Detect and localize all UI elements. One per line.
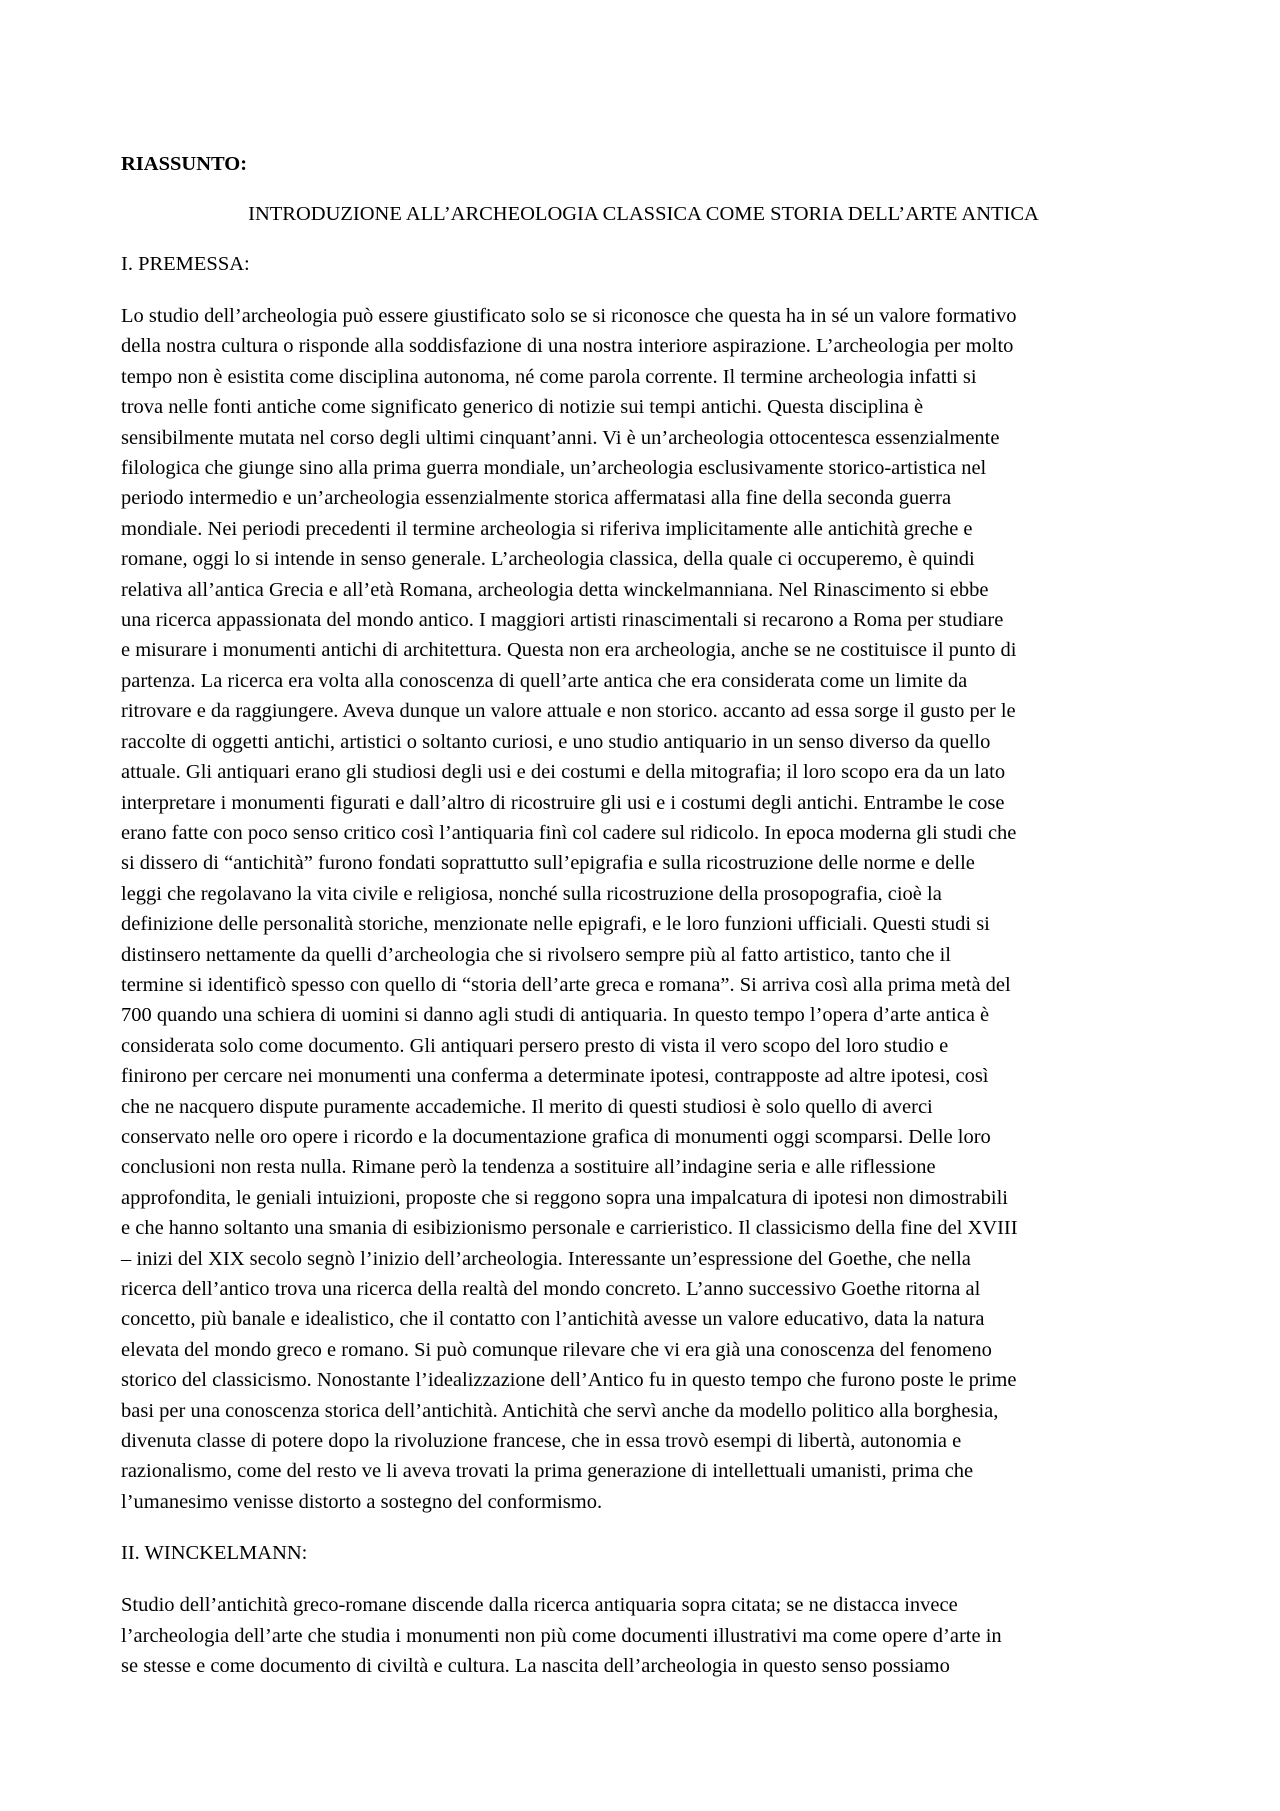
text-line: romane, oggi lo si intende in senso generale. L’archeologia classica, della quale ci occuperemo, è quindi [121, 548, 975, 571]
text-line: finirono per cercare nei monumenti una conferma a determinate ipotesi, contrapposte ad altre ipotesi, così [121, 1065, 989, 1088]
text-line: definizione delle personalità storiche, menzionate nelle epigrafi, e le loro funzioni ufficiali. Questi studi si [121, 913, 990, 936]
text-line: basi per una conoscenza storica dell’antichità. Antichità che servì anche da modello politico alla borghesia, [121, 1399, 999, 1422]
text-line: leggi che regolavano la vita civile e religiosa, nonché sulla ricostruzione della prosopografia, cioè la [121, 882, 942, 905]
text-line: raccolte di oggetti antichi, artistici o soltanto curiosi, e uno studio antiquario in un senso diverso da quello [121, 730, 991, 753]
text-line: conclusioni non resta nulla. Rimane però la tendenza a sostituire all’indagine seria e alle riflessione [121, 1156, 936, 1179]
text-line: attuale. Gli antiquari erano gli studiosi degli usi e dei costumi e della mitografia; il loro scopo era da un lato [121, 761, 1006, 784]
text-line: conservato nelle oro opere i ricordo e la documentazione grafica di monumenti oggi scomparsi. Delle loro [121, 1125, 991, 1148]
text-line: ritrovare e da raggiungere. Aveva dunque un valore attuale e non storico. accanto ad essa sorge il gusto per le [121, 700, 1016, 723]
text-line: 700 quando una schiera di uomini si danno agli studi di antiquaria. In questo tempo l’opera d’arte antica è [121, 1004, 990, 1027]
text-line: interpretare i monumenti figurati e dall’altro di ricostruire gli usi e i costumi degli antichi. Entrambe le cose [121, 791, 1005, 814]
text-line: ricerca dell’antico trova una ricerca della realtà del mondo concreto. L’anno successivo Goethe ritorna al [121, 1278, 981, 1300]
paragraph-winckelmann [121, 1590, 1166, 1681]
text-line: l’umanesimo venisse distorto a sostegno del conformismo. [121, 1490, 603, 1513]
paragraph-premessa [121, 301, 1166, 1517]
section-heading-winckelmann: II. WINCKELMANN: [121, 1542, 308, 1565]
text-line: tempo non è esistita come disciplina autonoma, né come parola corrente. Il termine archeologia infatti si [121, 365, 977, 388]
section-heading-premessa: I. PREMESSA: [121, 253, 250, 275]
text-line: Studio dell’antichità greco-romane discende dalla ricerca antiquaria sopra citata; se ne distacca invece [121, 1594, 958, 1617]
document-title: INTRODUZIONE ALL’ARCHEOLOGIA CLASSICA COME STORIA DELL’ARTE ANTICA [248, 203, 1039, 225]
text-line: distinsero nettamente da quelli d’archeologia che si rivolsero sempre più al fatto artistico, tanto che il [121, 943, 951, 966]
text-line: che ne nacquero dispute puramente accademiche. Il merito di questi studiosi è solo quello di averci [121, 1095, 933, 1118]
text-line: sensibilmente mutata nel corso degli ultimi cinquant’anni. Vi è un’archeologia ottocentesca essenzialmente [121, 426, 1000, 449]
text-line: concetto, più banale e idealistico, che il contatto con l’antichità avesse un valore educativo, data la natura [121, 1308, 985, 1331]
text-line: erano fatte con poco senso critico così l’antiquaria finì col cadere sul ridicolo. In epoca moderna gli studi che [121, 821, 1017, 844]
text-line: partenza. La ricerca era volta alla conoscenza di quell’arte antica che era considerata come un limite da [121, 669, 968, 692]
text-line: mondiale. Nei periodi precedenti il termine archeologia si riferiva implicitamente alle antichità greche e [121, 517, 973, 540]
text-line: filologica che giunge sino alla prima guerra mondiale, un’archeologia esclusivamente storico-artistica nel [121, 457, 987, 480]
text-line: termine si identificò spesso con quello di “storia dell’arte greca e romana”. Si arriva così alla prima metà del [121, 973, 1011, 996]
text-line: razionalismo, come del resto ve li aveva trovati la prima generazione di intellettuali umanisti, prima che [121, 1460, 974, 1483]
text-line: – inizi del XIX secolo segnò l’inizio dell’archeologia. Interessante un’espressione del Goethe, che nella [121, 1247, 971, 1270]
text-line: e misurare i monumenti antichi di architettura. Questa non era archeologia, anche se ne costituisce il punto di [121, 639, 1017, 662]
text-line: considerata solo come documento. Gli antiquari persero presto di vista il vero scopo del loro studio e [121, 1034, 949, 1057]
document-heading: RIASSUNTO: [121, 153, 248, 175]
document-page [121, 150, 1166, 1681]
text-line: divenuta classe di potere dopo la rivoluzione francese, che in essa trovò esempi di libertà, autonomia e [121, 1430, 962, 1453]
text-line: Lo studio dell’archeologia può essere giustificato solo se si riconosce che questa ha in sé un valore formativo [121, 305, 1017, 327]
text-line: e che hanno soltanto una smania di esibizionismo personale e carrieristico. Il classicismo della fine del XVIII [121, 1217, 1018, 1240]
text-line: approfondita, le geniali intuizioni, proposte che si reggono sopra una impalcatura di ipotesi non dimostrabili [121, 1186, 1008, 1209]
text-line: relativa all’antica Grecia e all’età Romana, archeologia detta winckelmanniana. Nel Rinascimento si ebbe [121, 578, 989, 601]
text-line: l’archeologia dell’arte che studia i monumenti non più come documenti illustrativi ma come opere d’arte in [121, 1624, 1002, 1647]
text-line: della nostra cultura o risponde alla soddisfazione di una nostra interiore aspirazione. L’archeologia per molto [121, 335, 1014, 358]
text-line: trova nelle fonti antiche come significato generico di notizie sui tempi antichi. Questa disciplina è [121, 396, 924, 419]
text-line: una ricerca appassionata del mondo antico. I maggiori artisti rinascimentali si recarono a Roma per studiare [121, 609, 1004, 632]
text-line: si dissero di “antichità” furono fondati soprattutto sull’epigrafia e sulla ricostruzione delle norme e delle [121, 852, 975, 875]
text-line: periodo intermedio e un’archeologia essenzialmente storica affermatasi alla fine della seconda guerra [121, 487, 952, 510]
text-line: storico del classicismo. Nonostante l’idealizzazione dell’Antico fu in questo tempo che furono poste le prime [121, 1369, 1017, 1392]
text-line: se stesse e come documento di civiltà e cultura. La nascita dell’archeologia in questo senso possiamo [121, 1655, 950, 1678]
text-line: elevata del mondo greco e romano. Si può comunque rilevare che vi era già una conoscenza del fenomeno [121, 1338, 992, 1361]
